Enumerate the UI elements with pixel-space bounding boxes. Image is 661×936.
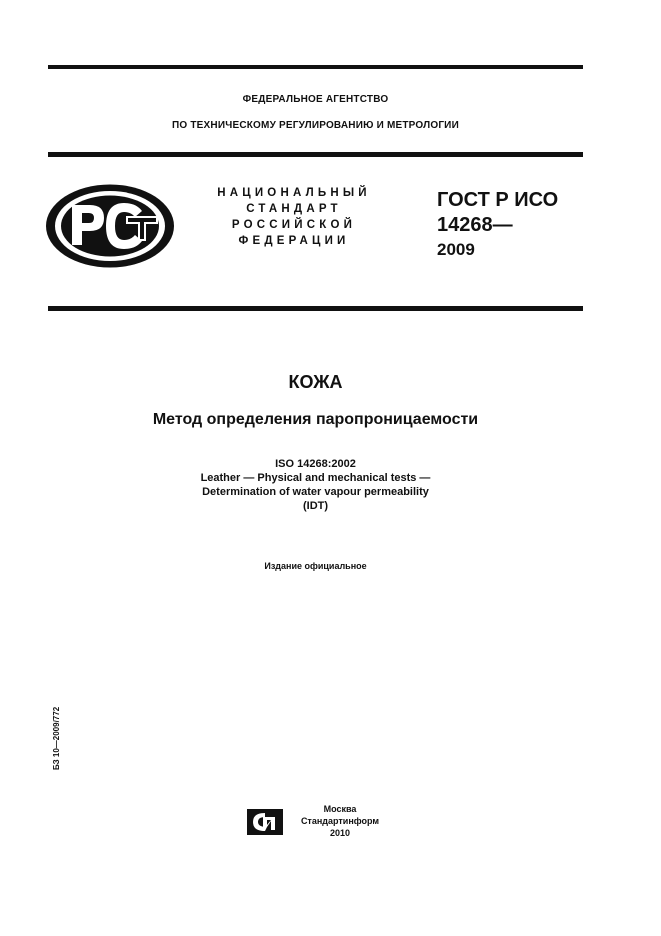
standard-type-line-3: РОССИЙСКОЙ: [231, 219, 357, 231]
agency-line-2: ПО ТЕХНИЧЕСКОМУ РЕГУЛИРОВАНИЮ И МЕТРОЛОГИИ: [172, 120, 459, 131]
middle-rule: [48, 152, 583, 157]
standard-designation: [437, 188, 558, 262]
edition-label: Издание официальное: [264, 561, 367, 571]
iso-number: ISO 14268:2002: [275, 458, 356, 470]
iso-title-line-2: Determination of water vapour permeability: [202, 486, 429, 498]
agency-line-1: ФЕДЕРАЛЬНОЕ АГЕНТСТВО: [242, 94, 389, 105]
standard-type-line-1: НАЦИОНАЛЬНЫЙ: [217, 187, 371, 199]
standartinform-logo-icon: [245, 805, 285, 838]
iso-equivalence: (IDT): [302, 500, 329, 512]
publisher-city: Москва: [323, 804, 357, 814]
designation-line-1: ГОСТ Р ИСО: [437, 189, 559, 211]
top-rule: [48, 65, 583, 69]
designation-line-2: 14268—: [437, 214, 513, 236]
standard-type-line-2: СТАНДАРТ: [246, 203, 342, 215]
side-code: БЗ 10—2009/772: [52, 706, 61, 770]
document-subtitle: Метод определения паропроницаемости: [152, 411, 479, 428]
standard-type-line-4: ФЕДЕРАЦИИ: [238, 235, 350, 247]
iso-reference: [48, 457, 583, 513]
iso-title-line-1: Leather — Physical and mechanical tests —: [200, 472, 431, 484]
rst-logo-icon: [44, 183, 176, 269]
designation-year: 2009: [437, 240, 475, 259]
bottom-rule: [48, 306, 583, 311]
document-title: КОЖА: [288, 372, 343, 392]
publisher-year: 2010: [329, 828, 351, 838]
standard-type: [196, 185, 392, 249]
publisher-info: [290, 803, 390, 839]
publisher-name: Стандартинформ: [300, 816, 380, 826]
